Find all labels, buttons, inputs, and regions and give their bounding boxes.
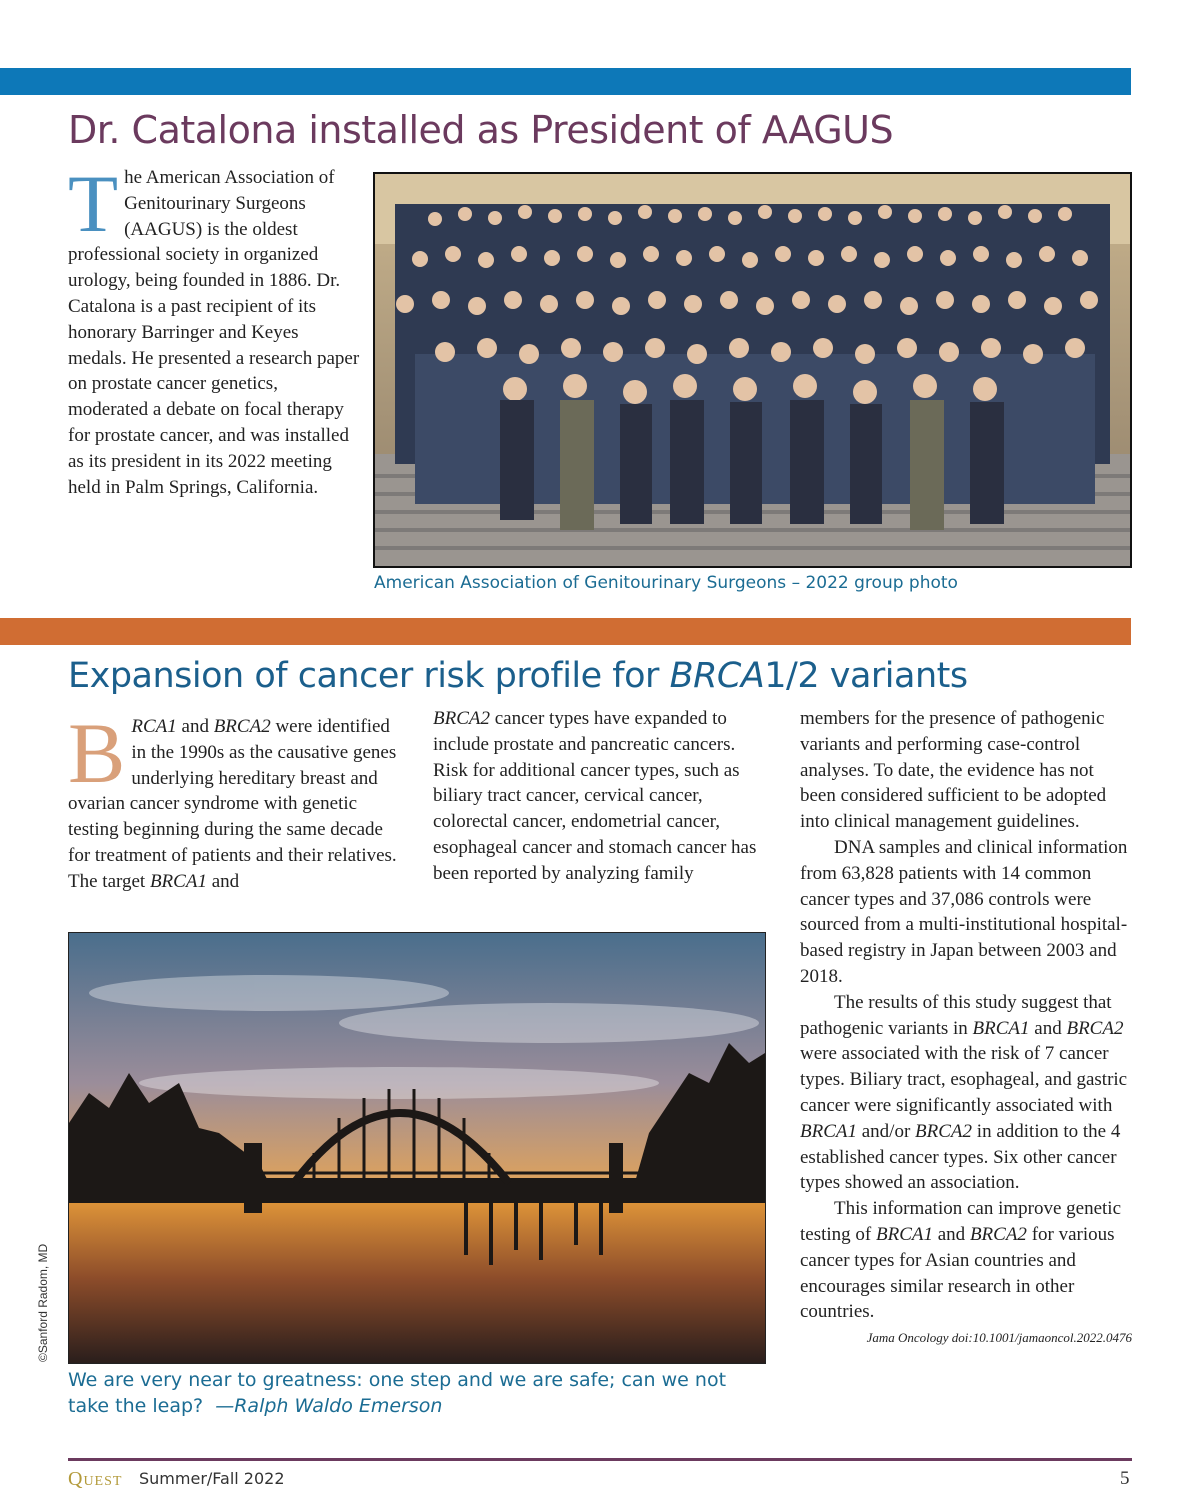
col2-b: cancer types have expanded to include prostate and pancreatic cancers. Risk for additional cancer types, such as biliary tract cancer, cervical cancer, colorectal cancer, endometrial cancer, esophageal cancer and stomach cancer has been reported by analyzing family (433, 708, 757, 884)
col3-p3-a: The results of this study suggest that pathogenic variants in (800, 991, 1112, 1039)
col3-p4 (800, 1196, 1132, 1325)
section2-col3 (800, 706, 1132, 1347)
page-number: 5 (1120, 1468, 1130, 1489)
section1-body (68, 158, 360, 500)
bridge-photo (68, 932, 766, 1364)
col1-b: and (176, 716, 214, 737)
section2-col2 (433, 706, 763, 887)
footer-rule (68, 1458, 1132, 1461)
col3-p1: members for the presence of pathogenic variants and performing case-control analyses. To date, the evidence has not been considered sufficient to be adopted into clinical management guidelines. (800, 708, 1107, 833)
section2-col1 (68, 705, 406, 895)
col3-p3-e: were associated with the risk of 7 cancer types. Biliary tract, esophageal, and gastric cancer were significantly associated with (800, 1043, 1128, 1116)
dropcap-t: T (68, 158, 119, 249)
col3-p3-h: BRCA2 (915, 1120, 973, 1142)
col3-p4-e: for various cancer types for Asian countries and encourages similar research in other countries. (800, 1223, 1115, 1323)
col3-p2: DNA samples and clinical information from 63,828 patients with 14 common cancer types and 37,086 controls were sourced from a multi-institutional hospital-based registry in Japan between 2003 and 2018. (800, 836, 1128, 987)
col1-f: and (206, 870, 240, 892)
quote-author: —Ralph Waldo Emerson (215, 1395, 443, 1417)
col3-p3-b: BRCA1 (972, 1017, 1030, 1039)
col2-a: BRCA2 (433, 708, 490, 729)
group-photo-caption: American Association of Genitourinary Surgeons – 2022 group photo (374, 573, 958, 593)
quote-text: We are very near to greatness: one step and we are safe; can we not take the leap? (68, 1369, 727, 1417)
dropcap-b: B (68, 705, 126, 801)
section1-title: Dr. Catalona installed as President of AAGUS (68, 108, 894, 152)
photo-quote (68, 1367, 768, 1419)
section2-title (68, 656, 968, 696)
col3-p3-d: BRCA2 (1066, 1017, 1124, 1039)
photo-credit: ©Sanford Radom, MD (36, 1243, 50, 1362)
col1-d: were identified in the 1990s as the causative genes underlying hereditary breast and ovarian cancer syndrome with genetic testing beginning during the same decade for treatment of patients and their relatives. The target (68, 716, 397, 892)
col3-p4-c: and (933, 1223, 970, 1245)
section1-text: he American Association of Genitourinary Surgeons (AAGUS) is the oldest professional society in organized urology, being founded in 1886. Dr. Catalona is a past recipient of its honorary Barringer and Keyes medals. He presented a research paper on prostate cancer genetics, moderated a debate on focal therapy for prostate cancer, and was installed as its president in its 2022 meeting held in Palm Springs, California. (68, 167, 360, 498)
section2-title-prefix: Expansion of cancer risk profile for (68, 656, 670, 696)
group-photo (373, 172, 1132, 568)
footer-brand: Quest (68, 1468, 123, 1490)
col1-a: RCA1 (131, 716, 177, 737)
section-divider-blue (0, 68, 1131, 95)
col3-p4-a: This information can improve genetic testing of (800, 1198, 1122, 1245)
col3-p3-c: and (1029, 1017, 1067, 1039)
bridge-photo-image (69, 933, 765, 1363)
citation: Jama Oncology doi:10.1001/jamaoncol.2022.0476 (866, 1330, 1132, 1346)
section2-title-suffix: 1/2 variants (764, 656, 968, 696)
col3-p4-b: BRCA1 (876, 1223, 933, 1245)
col3-p3-f: BRCA1 (800, 1120, 857, 1142)
col3-p4-d: BRCA2 (969, 1223, 1027, 1245)
col1-e: BRCA1 (149, 870, 207, 892)
footer-issue: Summer/Fall 2022 (139, 1469, 285, 1488)
group-photo-image (375, 174, 1130, 566)
col3-p3-g: and/or (857, 1120, 916, 1142)
col3-p3 (800, 990, 1132, 1196)
section-divider-orange (0, 618, 1131, 645)
col3-p3-i: in addition to the 4 established cancer types. Six other cancer types showed an association. (800, 1120, 1121, 1194)
col1-c: BRCA2 (213, 716, 271, 737)
section2-title-italic: BRCA (669, 656, 765, 696)
